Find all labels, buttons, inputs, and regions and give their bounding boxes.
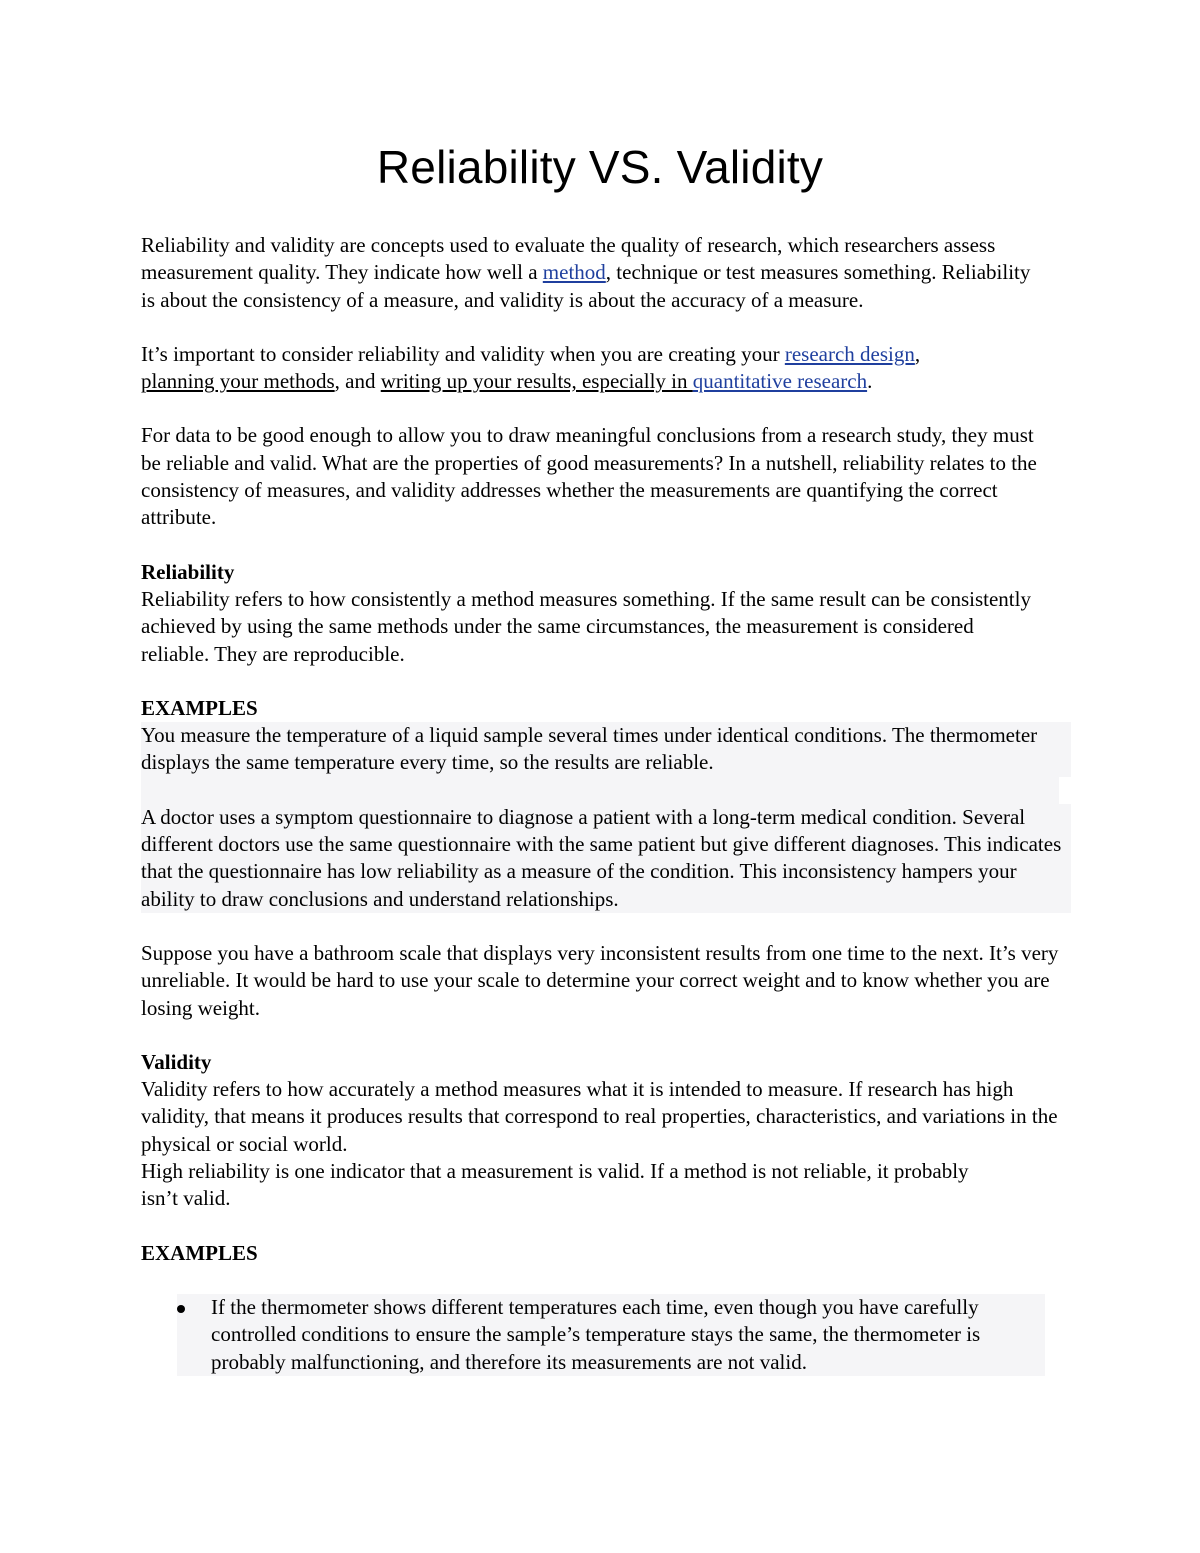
bullet-text: If the thermometer shows different temperatures each time, even though you have carefully controlled conditions to ensure the sample’s temperature stays the same, the thermometer is probably malfunctioning, and therefore its measurements are not valid. — [211, 1294, 981, 1374]
research-design-link[interactable]: research design — [784, 341, 915, 366]
importance-text-1: It’s important to consider reliability and validity when you are creating your — [141, 341, 785, 366]
examples-heading-2: EXAMPLES — [141, 1240, 258, 1265]
reliability-heading: Reliability — [141, 559, 235, 584]
writing-results-text: writing up your results, especially in — [380, 369, 693, 394]
importance-text-4: . — [867, 369, 873, 394]
importance-text-2: , — [914, 341, 921, 366]
quantitative-research-link[interactable]: quantitative research — [692, 369, 868, 394]
example-doctor-questionnaire: A doctor uses a symptom questionnaire to diagnose a patient with a long-term medical condition. Several different doctors use the same questionnaire with the same patient but give different diagnoses. This indicates that the questionnaire has low reliability as a measure of the condition. This inconsistency hampers your ability to draw conclusions and understand relationships. — [141, 804, 1071, 913]
example-bathroom-scale: Suppose you have a bathroom scale that displays very inconsistent results from one time to the next. It’s very unreliable. It would be hard to use your scale to determine your correct weight and to know whether you are losing weight. — [141, 940, 1059, 1020]
intro-text-1: Reliability and validity are concepts used to evaluate the quality of research, which researchers assess measurement quality. They indicate how well a — [141, 233, 996, 285]
document-body — [141, 232, 1071, 1376]
data-paragraph: For data to be good enough to allow you to draw meaningful conclusions from a research study, they must be reliable and valid. What are the properties of good measurements? In a nutshell, reliability relates to the consistency of measures, and validity addresses whether the measurements are quantifying the correct attribute. — [141, 423, 1037, 530]
validity-heading: Validity — [141, 1049, 212, 1074]
validity-text-1: Validity refers to how accurately a method measures what it is intended to measure. If research has high validity, that means it produces results that correspond to real properties, characteristics, and variations in the physical or social world. — [141, 1077, 1058, 1156]
example-gap — [141, 777, 1059, 804]
example-thermometer-reliable: You measure the temperature of a liquid sample several times under identical conditions. The thermometer displays the same temperature every time, so the results are reliable. — [141, 722, 1071, 777]
document-title: Reliability VS. Validity — [376, 141, 824, 193]
method-link[interactable]: method — [542, 260, 606, 285]
intro-paragraph — [141, 232, 1041, 314]
validity-text-2: High reliability is one indicator that a measurement is valid. If a method is not reliable, it probably isn’t valid. — [141, 1159, 969, 1211]
list-item — [177, 1294, 1045, 1376]
importance-paragraph — [141, 341, 1071, 396]
importance-text-3: , and — [334, 369, 381, 394]
planning-methods-text: planning your methods — [141, 369, 335, 394]
validity-examples-list — [141, 1294, 1071, 1376]
examples-heading-1: EXAMPLES — [141, 695, 258, 720]
reliability-text: Reliability refers to how consistently a method measures something. If the same result can be consistently achieved by using the same methods under the same circumstances, the measurement is considered reliable. They are reproducible. — [141, 586, 1031, 666]
intro-text-2: , technique or test measures something. Reliability is about the consistency of a measure, and validity is about the accuracy of a measure. — [141, 260, 1031, 312]
bullet-icon — [177, 1305, 185, 1313]
